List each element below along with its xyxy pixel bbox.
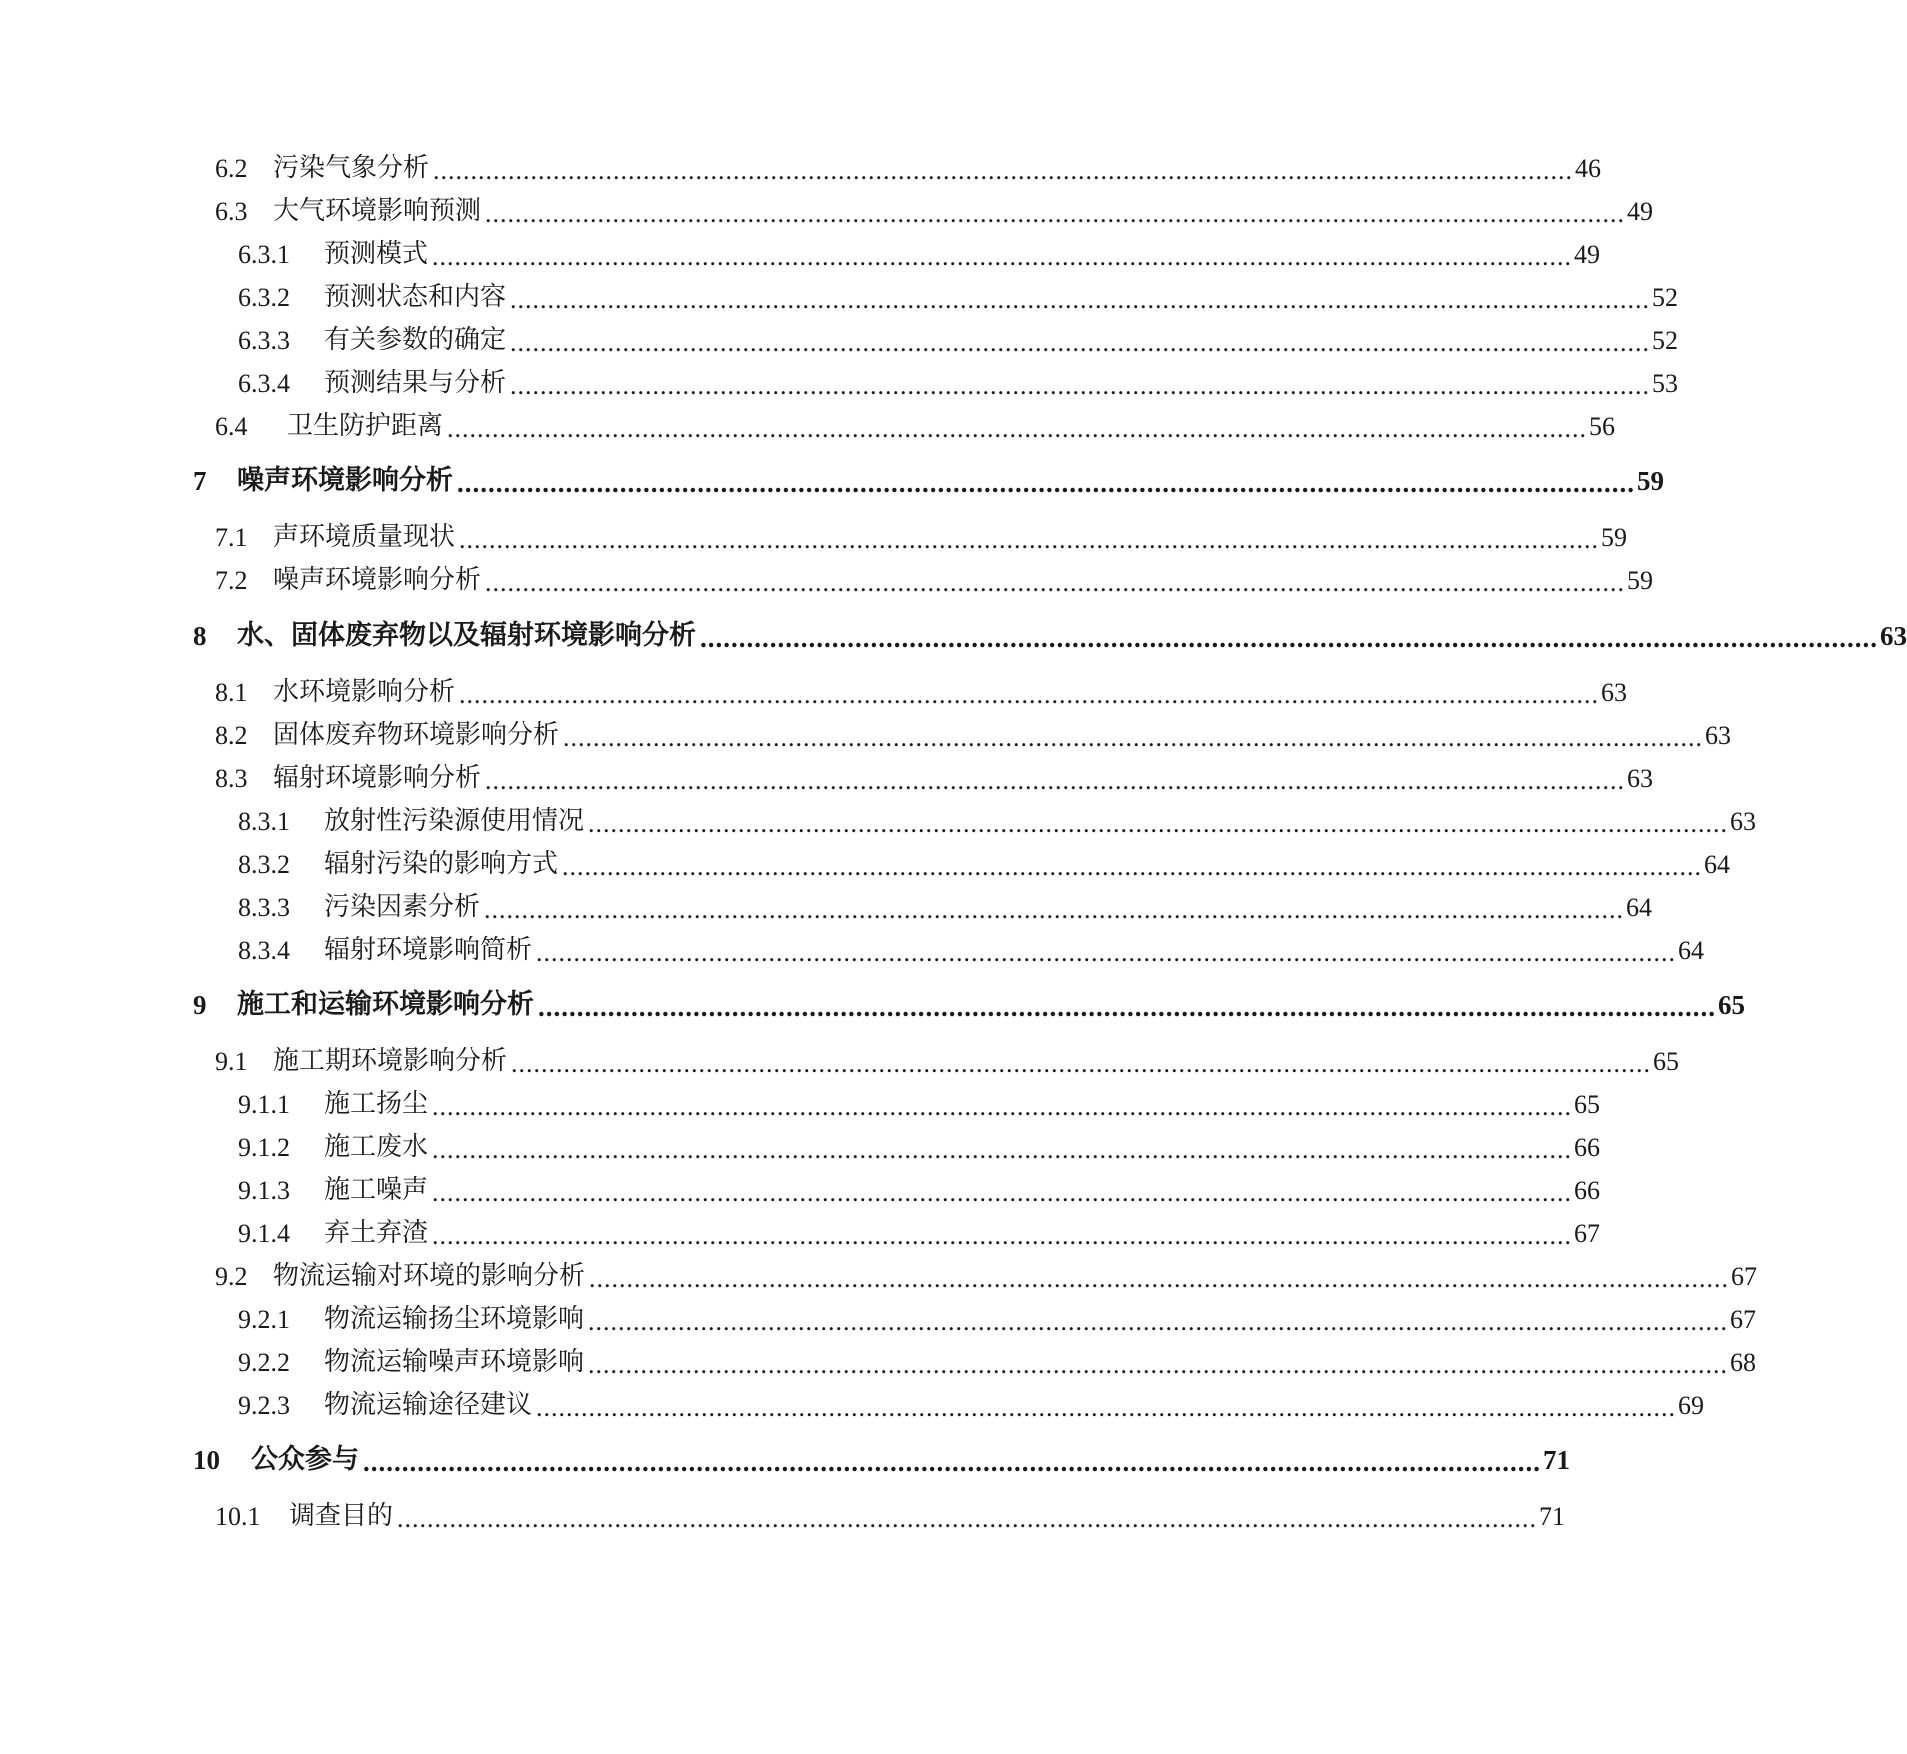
dot-leader: ........................................................................................................................................................ xyxy=(459,525,1600,554)
toc-title: 污染气象分析 xyxy=(273,153,430,182)
toc-entry-9-2[interactable] xyxy=(0,1252,1758,1293)
toc-number: 9.2 xyxy=(215,1262,248,1291)
toc-entry-6-3-3[interactable] xyxy=(0,316,1679,357)
dot-leader: ........................................................................................................................................................ xyxy=(588,1307,1729,1336)
toc-number: 9.2.2 xyxy=(238,1348,290,1377)
dot-leader: ........................................................................................................................................................ xyxy=(511,1049,1652,1078)
toc-title: 物流运输扬尘环境影响 xyxy=(324,1304,585,1333)
toc-entry-8-3-1[interactable] xyxy=(0,797,1757,838)
toc-page-number: 64 xyxy=(1626,893,1653,922)
dot-leader: ........................................................................................................................................................ xyxy=(510,285,1651,314)
toc-page-number: 59 xyxy=(1601,523,1628,552)
toc-title: 物流运输对环境的影响分析 xyxy=(273,1261,586,1290)
toc-page-number: 63 xyxy=(1601,678,1628,707)
dot-leader: ........................................................................................................................................................ xyxy=(510,328,1651,357)
toc-entry-9-1-3[interactable] xyxy=(0,1166,1601,1207)
toc-page-number: 59 xyxy=(1637,466,1664,496)
toc-page-number: 71 xyxy=(1543,1445,1570,1475)
toc-entry-10-1[interactable] xyxy=(0,1492,1566,1533)
toc-number: 6.3 xyxy=(215,197,248,226)
toc-page-number: 63 xyxy=(1730,807,1757,836)
dot-leader: ........................................................................................................................................................ xyxy=(700,623,1878,653)
toc-number: 6.2 xyxy=(215,154,248,183)
toc-title: 施工噪声 xyxy=(324,1175,429,1204)
toc-entry-6-3[interactable] xyxy=(0,187,1654,228)
toc-entry-8-2[interactable] xyxy=(0,711,1732,752)
toc-title: 物流运输噪声环境影响 xyxy=(324,1347,585,1376)
toc-entry-6-3-2[interactable] xyxy=(0,273,1679,314)
toc-title: 污染因素分析 xyxy=(324,892,481,921)
toc-title: 大气环境影响预测 xyxy=(273,196,482,225)
toc-entry-9-1-1[interactable] xyxy=(0,1080,1601,1121)
toc-page-number: 68 xyxy=(1730,1348,1757,1377)
toc-page-number: 63 xyxy=(1880,621,1907,651)
toc-title: 噪声环境影响分析 xyxy=(237,465,453,495)
toc-entry-9-1[interactable] xyxy=(0,1037,1680,1078)
toc-number: 6.3.1 xyxy=(238,240,290,269)
dot-leader: ........................................................................................................................................................ xyxy=(397,1504,1538,1533)
toc-number: 10 xyxy=(193,1445,220,1475)
dot-leader: ........................................................................................................................................................ xyxy=(536,1393,1677,1422)
toc-title: 施工废水 xyxy=(324,1132,429,1161)
toc-entry-8-3-2[interactable] xyxy=(0,840,1731,881)
toc-page-number: 49 xyxy=(1574,240,1601,269)
toc-page-number: 67 xyxy=(1731,1262,1758,1291)
toc-title: 施工扬尘 xyxy=(324,1089,429,1118)
toc-number: 7 xyxy=(193,466,207,496)
dot-leader: ........................................................................................................................................................ xyxy=(485,199,1626,228)
toc-number: 9.1.4 xyxy=(238,1219,290,1248)
toc-title: 辐射环境影响分析 xyxy=(273,763,482,792)
toc-number: 8.3.4 xyxy=(238,936,290,965)
toc-entry-9-2-1[interactable] xyxy=(0,1295,1757,1336)
toc-page-number: 53 xyxy=(1652,369,1679,398)
toc-page-number: 66 xyxy=(1574,1133,1601,1162)
toc-number: 9.1.2 xyxy=(238,1133,290,1162)
toc-number: 9.1 xyxy=(215,1047,248,1076)
toc-page-number: 64 xyxy=(1704,850,1731,879)
toc-page-number: 63 xyxy=(1705,721,1732,750)
toc-entry-6-2[interactable] xyxy=(0,144,1602,185)
toc-page-number: 63 xyxy=(1627,764,1654,793)
toc-entry-7-1[interactable] xyxy=(0,513,1628,554)
toc-entry-9-1-2[interactable] xyxy=(0,1123,1601,1164)
toc-title: 有关参数的确定 xyxy=(324,325,507,354)
toc-chapter-7[interactable] xyxy=(0,457,1664,498)
dot-leader: ........................................................................................................................................................ xyxy=(536,938,1677,967)
toc-number: 7.1 xyxy=(215,523,248,552)
toc-title: 辐射环境影响简析 xyxy=(324,935,533,964)
toc-page-number: 65 xyxy=(1574,1090,1601,1119)
toc-page-number: 67 xyxy=(1730,1305,1757,1334)
dot-leader: ........................................................................................................................................................ xyxy=(588,1350,1729,1379)
dot-leader: ........................................................................................................................................................ xyxy=(432,1092,1573,1121)
toc-page-number: 71 xyxy=(1539,1502,1566,1531)
dot-leader: ........................................................................................................................................................ xyxy=(432,242,1573,271)
toc-number: 8.3.3 xyxy=(238,893,290,922)
toc-page-number: 67 xyxy=(1574,1219,1601,1248)
toc-number: 8.3.1 xyxy=(238,807,290,836)
dot-leader: ........................................................................................................................................................ xyxy=(457,468,1635,498)
toc-title: 预测结果与分析 xyxy=(324,368,507,397)
toc-page-number: 66 xyxy=(1574,1176,1601,1205)
toc-number: 6.3.4 xyxy=(238,369,290,398)
toc-number: 8.3 xyxy=(215,764,248,793)
toc-entry-9-2-3[interactable] xyxy=(0,1381,1705,1422)
toc-title: 卫生防护距离 xyxy=(287,411,444,440)
toc-title: 公众参与 xyxy=(251,1444,359,1474)
toc-page-number: 64 xyxy=(1678,936,1705,965)
toc-title: 固体废弃物环境影响分析 xyxy=(273,720,560,749)
toc-number: 8.2 xyxy=(215,721,248,750)
dot-leader: ........................................................................................................................................................ xyxy=(562,852,1703,881)
toc-number: 8 xyxy=(193,621,207,651)
dot-leader: ........................................................................................................................................................ xyxy=(484,895,1625,924)
toc-title: 调查目的 xyxy=(289,1501,394,1530)
dot-leader: ........................................................................................................................................................ xyxy=(447,414,1588,443)
toc-chapter-9[interactable] xyxy=(0,981,1745,1022)
toc-number: 7.2 xyxy=(215,566,248,595)
toc-entry-8-1[interactable] xyxy=(0,668,1628,709)
toc-title: 施工和运输环境影响分析 xyxy=(237,989,534,1019)
dot-leader: ........................................................................................................................................................ xyxy=(432,1135,1573,1164)
toc-title: 水环境影响分析 xyxy=(273,677,456,706)
toc-title: 预测模式 xyxy=(324,239,429,268)
toc-page-number: 69 xyxy=(1678,1391,1705,1420)
toc-entry-9-2-2[interactable] xyxy=(0,1338,1757,1379)
dot-leader: ........................................................................................................................................................ xyxy=(588,809,1729,838)
toc-entry-6-4[interactable] xyxy=(0,402,1616,443)
toc-page-number: 65 xyxy=(1653,1047,1680,1076)
toc-number: 9.1.1 xyxy=(238,1090,290,1119)
toc-entry-8-3-3[interactable] xyxy=(0,883,1653,924)
dot-leader: ........................................................................................................................................................ xyxy=(485,568,1626,597)
toc-entry-6-3-1[interactable] xyxy=(0,230,1601,271)
dot-leader: ........................................................................................................................................................ xyxy=(589,1264,1730,1293)
dot-leader: ........................................................................................................................................................ xyxy=(432,1221,1573,1250)
toc-title: 施工期环境影响分析 xyxy=(273,1046,508,1075)
toc-number: 8.3.2 xyxy=(238,850,290,879)
toc-title: 水、固体废弃物以及辐射环境影响分析 xyxy=(237,620,696,650)
dot-leader: ........................................................................................................................................................ xyxy=(510,371,1651,400)
toc-number: 9 xyxy=(193,990,207,1020)
toc-entry-8-3-4[interactable] xyxy=(0,926,1705,967)
dot-leader: ........................................................................................................................................................ xyxy=(538,992,1716,1022)
toc-title: 声环境质量现状 xyxy=(273,522,456,551)
toc-title: 弃土弃渣 xyxy=(324,1218,429,1247)
toc-number: 8.1 xyxy=(215,678,248,707)
dot-leader: ........................................................................................................................................................ xyxy=(563,723,1704,752)
toc-page-number: 49 xyxy=(1627,197,1654,226)
toc-page-number: 65 xyxy=(1718,990,1745,1020)
toc-entry-7-2[interactable] xyxy=(0,556,1654,597)
toc-entry-8-3[interactable] xyxy=(0,754,1654,795)
toc-title: 噪声环境影响分析 xyxy=(273,565,482,594)
toc-number: 9.2.3 xyxy=(238,1391,290,1420)
toc-number: 10.1 xyxy=(215,1502,261,1531)
toc-title: 预测状态和内容 xyxy=(324,282,507,311)
toc-entry-9-1-4[interactable] xyxy=(0,1209,1601,1250)
toc-page-number: 52 xyxy=(1652,283,1679,312)
dot-leader: ........................................................................................................................................................ xyxy=(363,1447,1541,1477)
dot-leader: ........................................................................................................................................................ xyxy=(485,766,1626,795)
toc-number: 6.4 xyxy=(215,412,248,441)
dot-leader: ........................................................................................................................................................ xyxy=(459,680,1600,709)
dot-leader: ........................................................................................................................................................ xyxy=(432,1178,1573,1207)
toc-chapter-10[interactable] xyxy=(0,1436,1570,1477)
toc-page-number: 46 xyxy=(1575,154,1602,183)
toc-number: 6.3.2 xyxy=(238,283,290,312)
toc-page-number: 59 xyxy=(1627,566,1654,595)
dot-leader: ........................................................................................................................................................ xyxy=(433,156,1574,185)
toc-page-number: 56 xyxy=(1589,412,1616,441)
toc-title: 放射性污染源使用情况 xyxy=(324,806,585,835)
toc-page-number: 52 xyxy=(1652,326,1679,355)
toc-number: 6.3.3 xyxy=(238,326,290,355)
toc-chapter-8[interactable] xyxy=(0,612,1907,653)
toc-number: 9.2.1 xyxy=(238,1305,290,1334)
toc-title: 物流运输途径建议 xyxy=(324,1390,533,1419)
toc-entry-6-3-4[interactable] xyxy=(0,359,1679,400)
toc-title: 辐射污染的影响方式 xyxy=(324,849,559,878)
toc-number: 9.1.3 xyxy=(238,1176,290,1205)
